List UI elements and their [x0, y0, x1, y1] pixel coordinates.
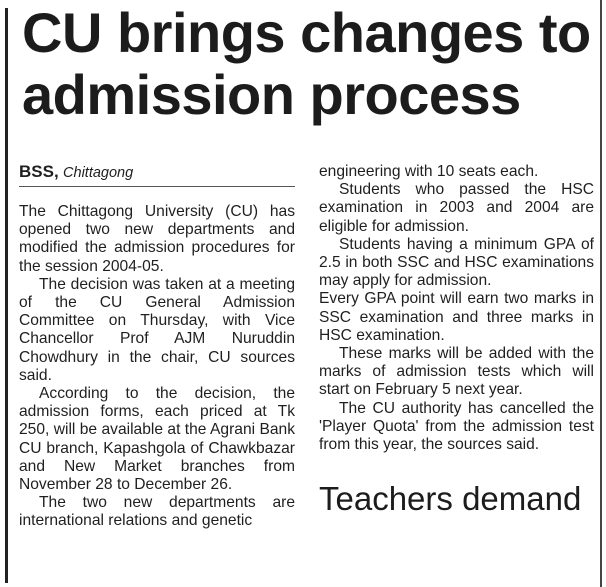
left-column-rule: [5, 8, 8, 583]
byline: [19, 163, 295, 187]
byline-location: Chittagong: [63, 165, 134, 181]
article-paragraph: The CU authority has cancelled the 'Player Quota' from the admission test from this year, the sources said.: [319, 399, 594, 454]
article-paragraph: The Chittagong University (CU) has opened two new departments and modified the admission procedures for the session 2004-05.: [19, 203, 295, 275]
section-subhead: Teachers demand: [319, 480, 582, 518]
article-paragraph: Every GPA point will earn two marks in SSC examination and three marks in HSC examination.: [319, 290, 594, 344]
article-paragraph-continuation: engineering with 10 seats each.: [319, 163, 539, 180]
article-paragraph: These marks will be added with the marks of admission tests which will start on February 5 next year.: [319, 345, 594, 399]
article-paragraph: Students having a minimum GPA of 2.5 in both SSC and HSC examinations may apply for admission.: [319, 235, 594, 290]
right-column-rule: [600, 0, 602, 587]
article-column-left: [19, 163, 295, 531]
article-paragraph: The decision was taken at a meeting of the CU General Admission Committee on Thursday, with Vice Chancellor Prof AJM Nuruddin Chowdhury in the chair, CU sources said.: [19, 275, 295, 384]
article-paragraph: Students who passed the HSC examination in 2003 and 2004 are eligible for admission.: [319, 181, 594, 235]
article-headline: CU brings changes to admission process: [22, 1, 591, 126]
byline-agency: BSS,: [19, 162, 59, 181]
article-paragraph: The two new departments are international relations and genetic: [19, 494, 295, 530]
article-column-right: [319, 163, 594, 517]
article-paragraph: According to the decision, the admission forms, each priced at Tk 250, will be available at the Agrani Bank CU branch, Kapashgola of Chawkbazar and New Market branches from November 28 to December 26.: [19, 385, 295, 494]
